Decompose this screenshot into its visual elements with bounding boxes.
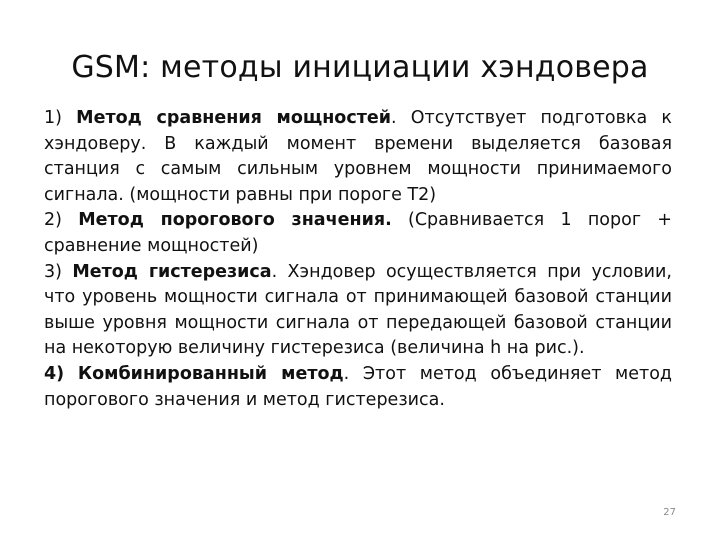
list-item-2: [44, 208, 672, 259]
item-text: . Отсутствует подготовка к хэндоверу. В каждый момент времени выделяется базовая станция с самым сильным уровнем мощности принимаемого сигнала. (мощности равны при пороге Т2): [44, 108, 672, 205]
item-heading: Метод гистерезиса: [72, 261, 272, 282]
slide-title: GSM: методы инициации хэндовера: [71, 50, 649, 85]
item-text: . Хэндовер осуществляется при условии, что уровень мощности сигнала от принимающей базовой станции выше уровня мощности сигнала от передающей базовой станции на некоторую величину гистерезиса (величина h на рис.).: [44, 261, 672, 359]
item-number: 4): [44, 363, 65, 384]
slide-body: [44, 106, 672, 413]
item-heading: Комбинированный метод: [77, 363, 344, 384]
list-item-4: [44, 362, 672, 413]
list-item-1: [44, 106, 672, 208]
list-item-3: [44, 260, 672, 362]
item-text: (Сравнивается 1 порог + сравнение мощностей): [44, 210, 672, 256]
item-number: 2): [44, 210, 62, 231]
item-number: 1): [44, 108, 62, 128]
item-number: 3): [44, 261, 62, 282]
page-number: 27: [663, 507, 676, 518]
item-heading: Метод порогового значения.: [78, 210, 392, 231]
item-heading: Метод сравнения мощностей: [76, 108, 391, 128]
item-text: . Этот метод объединяет метод порогового значения и метод гистерезиса.: [44, 363, 672, 410]
